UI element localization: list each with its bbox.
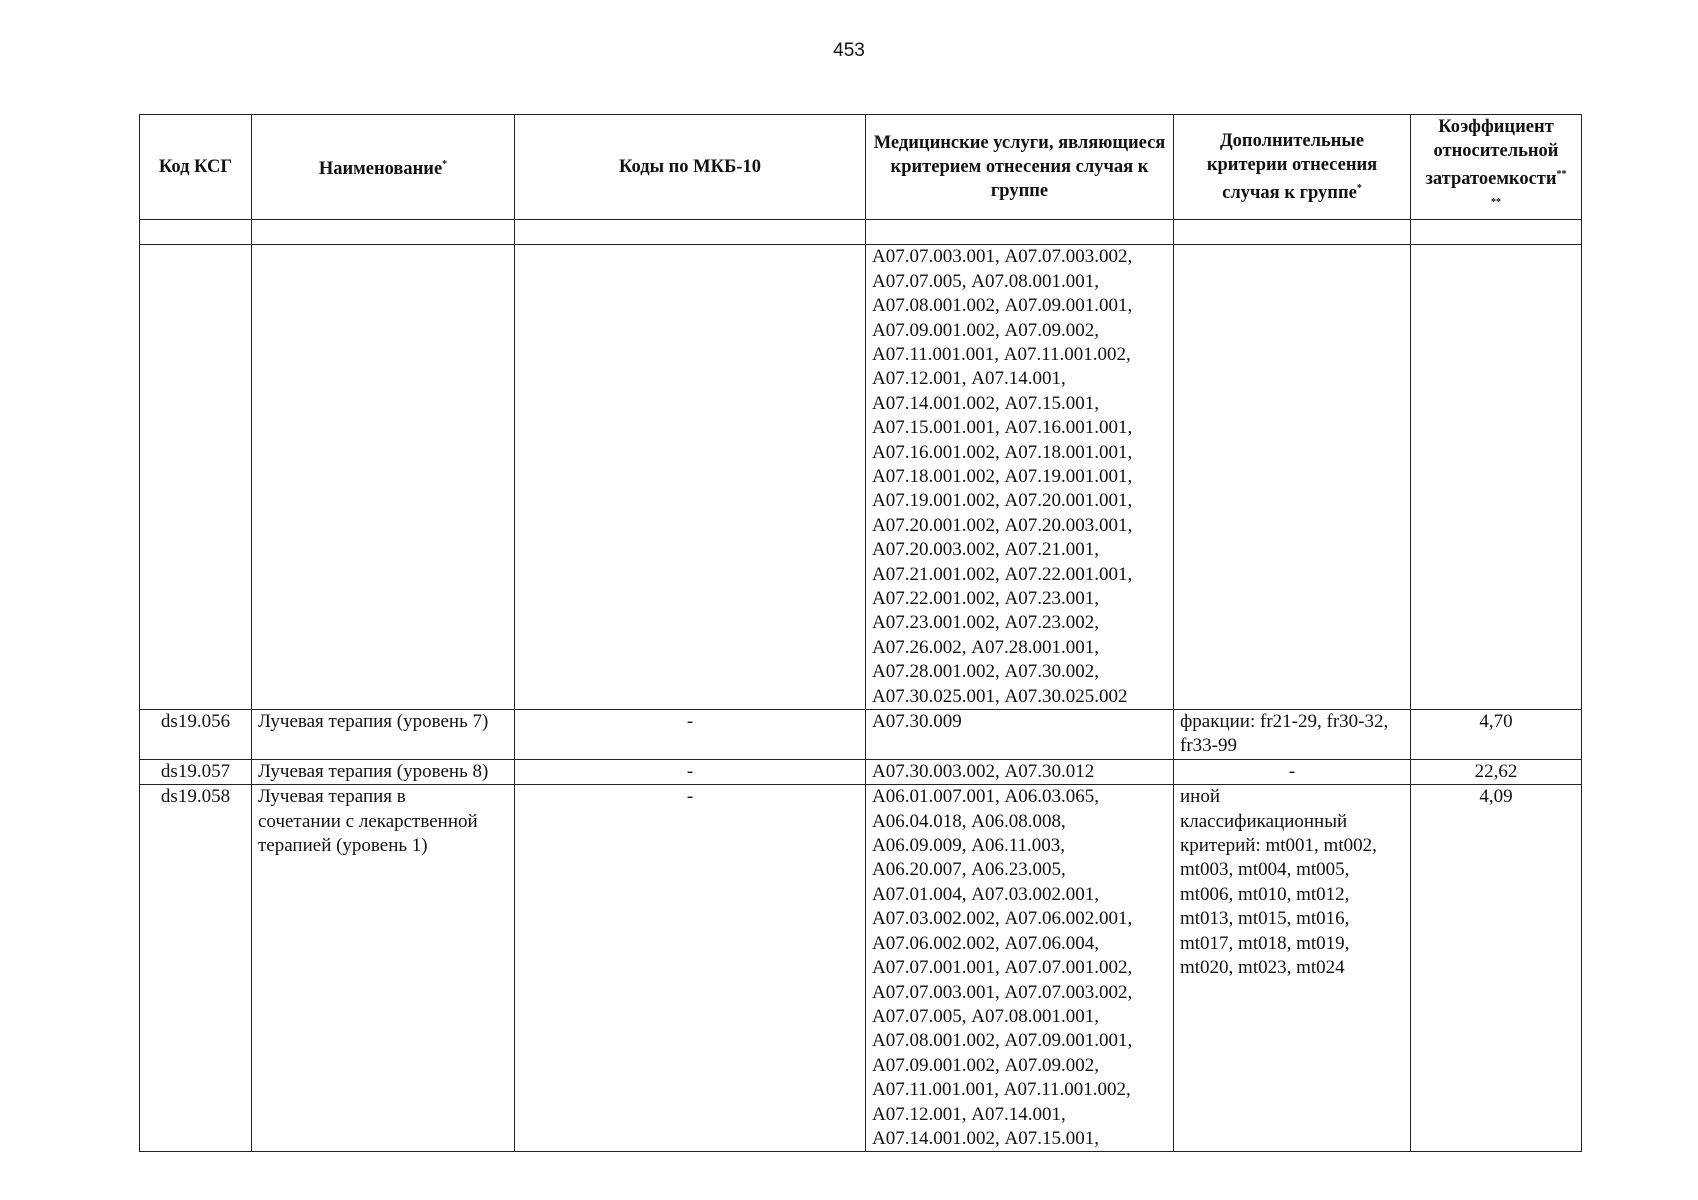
cell-services: А07.30.009 bbox=[866, 710, 1174, 760]
header-services: Медицинские услуги, являющиеся критерием отнесения случая к группе bbox=[866, 115, 1174, 220]
header-coef: Коэффициент относительной затратоемкости** ** bbox=[1411, 115, 1582, 220]
header-name-mark: * bbox=[442, 159, 448, 171]
cell-extra bbox=[1174, 245, 1411, 710]
header-extra: Дополнительные критерии отнесения случая к группе* bbox=[1174, 115, 1411, 220]
header-mkb: Коды по МКБ-10 bbox=[515, 115, 866, 220]
cell-services: А07.07.003.001, А07.07.003.002, А07.07.005, А07.08.001.001, А07.08.001.002, А07.09.001.001, А07.09.001.002, А07.09.002, А07.11.001.001, А07.11.001.002, А07.12.001, А07.14.001, А07.14.001.002, А07.15.001, А07.15.001.001, А07.16.001.001, А07.16.001.002, А07.18.001.001, А07.18.001.002, А07.19.001.001, А07.19.001.002, А07.20.001.001, А07.20.001.002, А07.20.003.001, А07.20.003.002, А07.21.001, А07.21.001.002, А07.22.001.001, А07.22.001.002, А07.23.001, А07.23.001.002, А07.23.002, А07.26.002, А07.28.001.001, А07.28.001.002, А07.30.002, А07.30.025.001, А07.30.025.002 bbox=[866, 245, 1174, 710]
cell-coef: 4,70 bbox=[1411, 710, 1582, 760]
cell-coef: 22,62 bbox=[1411, 759, 1582, 784]
table-row bbox=[140, 710, 1582, 760]
cell-mkb: - bbox=[515, 785, 866, 1152]
cell-name: Лучевая терапия (уровень 7) bbox=[252, 710, 515, 760]
ksg-table bbox=[139, 114, 1582, 1152]
cell-mkb bbox=[515, 245, 866, 710]
header-extra-mark: * bbox=[1356, 183, 1362, 195]
cell-mkb: - bbox=[515, 759, 866, 784]
cell-code bbox=[140, 245, 252, 710]
spacer-row bbox=[140, 220, 1582, 245]
cell-name bbox=[252, 245, 515, 710]
cell-extra: фракции: fr21-29, fr30-32, fr33-99 bbox=[1174, 710, 1411, 760]
header-coef-mark-2: ** bbox=[1491, 197, 1501, 209]
header-coef-mark: ** bbox=[1556, 169, 1567, 180]
header-code: Код КСГ bbox=[140, 115, 252, 220]
cell-services: А06.01.007.001, А06.03.065, А06.04.018, А06.08.008, А06.09.009, А06.11.003, А06.20.007, А06.23.005, А07.01.004, А07.03.002.001, А07.03.002.002, А07.06.002.001, А07.06.002.002, А07.06.004, А07.07.001.001, А07.07.001.002, А07.07.003.001, А07.07.003.002, А07.07.005, А07.08.001.001, А07.08.001.002, А07.09.001.001, А07.09.001.002, А07.09.002, А07.11.001.001, А07.11.001.002, А07.12.001, А07.14.001, А07.14.001.002, А07.15.001, bbox=[866, 785, 1174, 1152]
table-row bbox=[140, 759, 1582, 784]
cell-extra: иной классификационный критерий: mt001, mt002, mt003, mt004, mt005, mt006, mt010, mt012, mt013, mt015, mt016, mt017, mt018, mt019, mt020, mt023, mt024 bbox=[1174, 785, 1411, 1152]
cell-code: ds19.057 bbox=[140, 759, 252, 784]
cell-code: ds19.058 bbox=[140, 785, 252, 1152]
cell-coef: 4,09 bbox=[1411, 785, 1582, 1152]
table-header-row bbox=[140, 115, 1582, 220]
table-row bbox=[140, 785, 1582, 1152]
cell-mkb: - bbox=[515, 710, 866, 760]
header-name: Наименование* bbox=[252, 115, 515, 220]
table-row bbox=[140, 245, 1582, 710]
cell-coef bbox=[1411, 245, 1582, 710]
cell-code: ds19.056 bbox=[140, 710, 252, 760]
cell-name: Лучевая терапия в сочетании с лекарственной терапией (уровень 1) bbox=[252, 785, 515, 1152]
page-number: 453 bbox=[833, 40, 865, 61]
cell-extra: - bbox=[1174, 759, 1411, 784]
cell-services: А07.30.003.002, А07.30.012 bbox=[866, 759, 1174, 784]
cell-name: Лучевая терапия (уровень 8) bbox=[252, 759, 515, 784]
